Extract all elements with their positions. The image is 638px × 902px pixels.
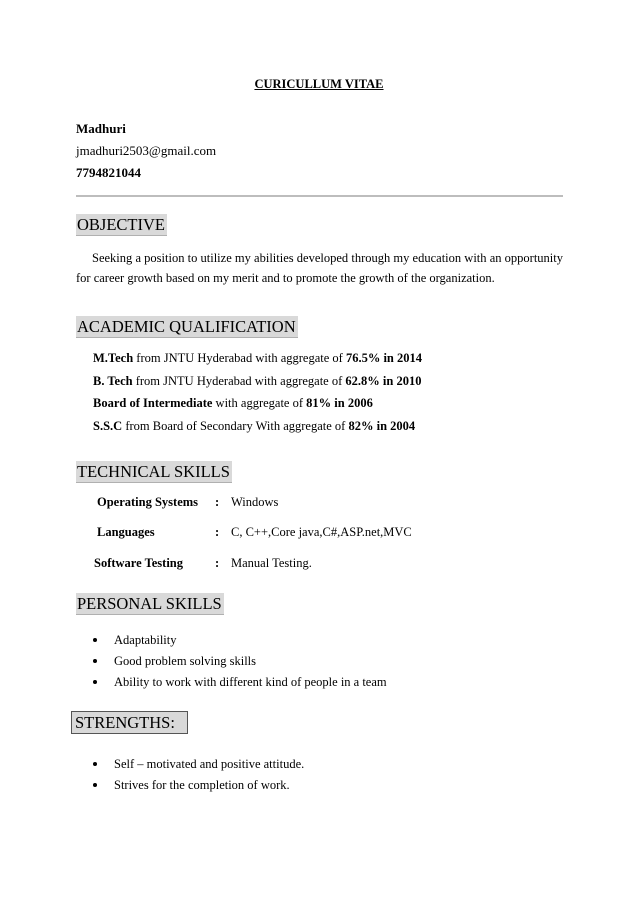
academic-detail: from JNTU Hyderabad with aggregate of	[132, 374, 346, 388]
academic-item	[93, 351, 422, 366]
academic-degree: Board of Intermediate	[93, 396, 213, 410]
strengths-heading: STRENGTHS:	[71, 711, 188, 734]
technical-row-languages	[0, 525, 638, 543]
academic-degree: M.Tech	[93, 351, 134, 365]
strengths-list	[93, 755, 304, 797]
technical-colon: :	[215, 525, 220, 539]
list-item: Ability to work with different kind of people in a team	[93, 673, 387, 694]
personal-skills-list	[93, 631, 387, 694]
technical-value: C, C++,Core java,C#,ASP.net,MVC	[231, 525, 412, 539]
technical-value: Manual Testing.	[231, 556, 312, 570]
academic-item	[93, 374, 421, 389]
list-item: Strives for the completion of work.	[93, 776, 304, 797]
technical-label: Operating Systems	[97, 495, 199, 509]
technical-colon: :	[215, 556, 220, 570]
academic-result: 62.8% in 2010	[345, 374, 422, 388]
academic-item	[93, 419, 415, 434]
list-item: Self – motivated and positive attitude.	[93, 755, 304, 776]
document-title: CURICULLUM VITAE	[254, 77, 384, 91]
header-divider	[76, 195, 563, 197]
list-item: Good problem solving skills	[93, 652, 387, 673]
academic-degree: S.S.C	[93, 419, 123, 433]
technical-value: Windows	[231, 495, 279, 509]
technical-row-os	[0, 495, 638, 513]
technical-label: Software Testing	[94, 556, 184, 570]
academic-result: 81% in 2006	[306, 396, 373, 410]
objective-heading: OBJECTIVE	[77, 215, 165, 234]
academic-degree: B. Tech	[93, 374, 133, 388]
academic-result: 76.5% in 2014	[345, 351, 423, 365]
technical-heading: TECHNICAL SKILLS	[77, 462, 230, 481]
academic-detail: with aggregate of	[212, 396, 307, 410]
academic-item	[93, 396, 373, 411]
technical-colon: :	[215, 495, 220, 509]
objective-text: Seeking a position to utilize my abilities developed through my education with an opportunity for career growth based on my merit and to promote the growth of the organization.	[76, 251, 563, 285]
candidate-email: jmadhuri2503@gmail.com	[76, 143, 217, 158]
technical-label: Languages	[97, 525, 155, 539]
personal-heading: PERSONAL SKILLS	[77, 594, 222, 613]
academic-heading: ACADEMIC QUALIFICATION	[77, 317, 296, 336]
candidate-phone: 7794821044	[76, 165, 141, 180]
academic-detail: from Board of Secondary With aggregate of	[122, 419, 349, 433]
academic-detail: from JNTU Hyderabad with aggregate of	[133, 351, 346, 365]
academic-result: 82% in 2004	[348, 419, 416, 433]
candidate-name: Madhuri	[76, 121, 126, 136]
list-item: Adaptability	[93, 631, 387, 652]
technical-row-testing	[0, 556, 638, 574]
